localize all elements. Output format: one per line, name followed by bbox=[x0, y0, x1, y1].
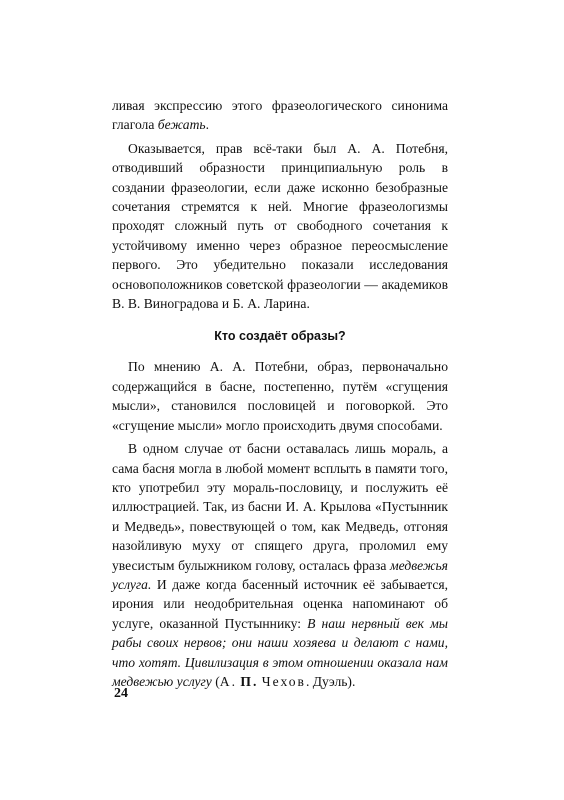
citation-open: ( bbox=[211, 673, 220, 689]
paragraph-opinion: По мнению А. А. Потебни, образ, первоначально содержащийся в басне, постепенно, путём «сгущения мысли», становился пословицей и поговоркой. Это «сгущение мысли» могло происходить двумя способами. bbox=[112, 359, 448, 433]
page-body bbox=[112, 96, 448, 691]
paragraph-fable bbox=[112, 439, 448, 691]
paragraph-continuation-end: . bbox=[205, 117, 209, 133]
citation-initial-p: П. bbox=[240, 673, 259, 689]
section-heading: Кто создаёт образы? bbox=[214, 329, 346, 344]
italic-word: бежать bbox=[157, 117, 206, 133]
citation-work: . Дуэль). bbox=[305, 673, 356, 689]
paragraph-fable-text-1: В одном случае от басни оставалась лишь мораль, а сама басня могла в любой момент всплыть в памяти того, кто употребил эту мораль-пословицу, и послужить её иллюстрацией. Так, из басни И. А. Крылова «Пустынник и Медведь», повествующей о том, как Медведь, отгоняя назойливую муху от спящего друга, проломил ему увесистым булыжником голову, осталась фраза bbox=[112, 441, 448, 573]
italic-phrase: медвежья услуга. bbox=[112, 557, 448, 592]
page-number: 24 bbox=[114, 686, 128, 701]
paragraph-fable-text-2: И даже когда басенный источник её забывается, ирония или неодобрительная оценка напоминают об услуге, оказанной Пустыннику: bbox=[112, 576, 448, 631]
paragraph-potebnya: Оказывается, прав всё-таки был А. А. Потебня, отводивший образности принципиальную роль в создании фразеологии, если даже исконно безобразные сочетания стремятся к ней. Многие фразеологизмы проходят сложный путь от свободного сочетания к устойчивому именно через образное переосмысление первого. Это убедительно показали исследования основоположников советской фразеологии — академиков В. В. Виноградова и Б. А. Ларина. bbox=[112, 140, 448, 312]
citation-initial: А. bbox=[219, 673, 237, 689]
paragraph-continuation bbox=[112, 96, 448, 135]
paragraph-continuation-text: ливая экспрессию этого фразеологического синонима глагола bbox=[112, 98, 448, 133]
italic-quote: В наш нервный век мы рабы своих нервов; они наши хозяева и делают с нами, что хотят. Цивилизация в этом отношении оказала нам медвежью услугу bbox=[112, 615, 448, 689]
citation-author: Чехов bbox=[261, 673, 306, 689]
